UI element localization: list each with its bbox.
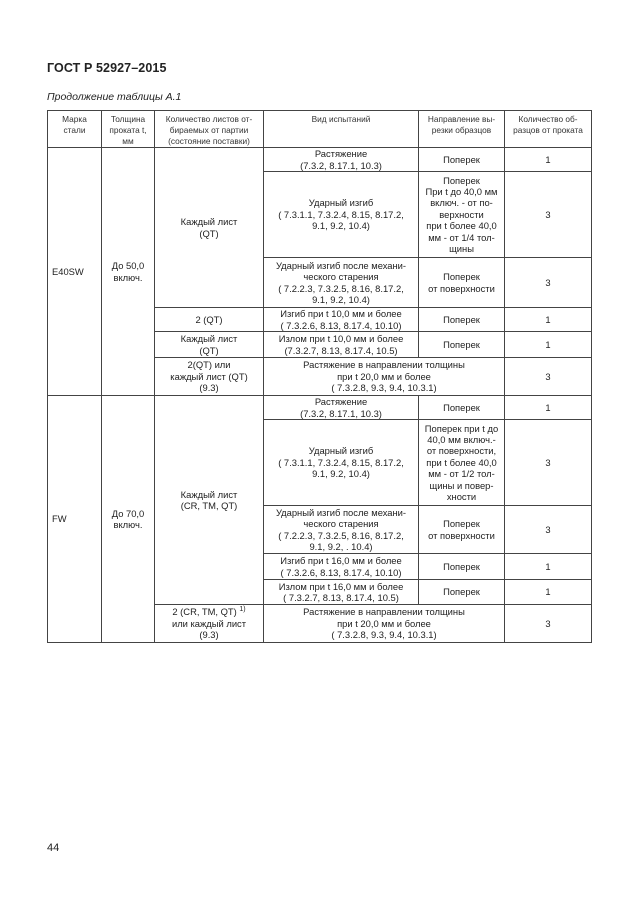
test-cell: Ударный изгиб после механи- ческого старения ( 7.2.2.3, 7.3.2.5, 8.16, 8.17.2, 9.1, 9.2, 10.4) bbox=[264, 258, 419, 308]
count-cell: 3 bbox=[505, 420, 592, 506]
sheets-cell: 2(QT) или каждый лист (QT) (9.3) bbox=[155, 358, 264, 396]
direction-cell: Поперек При t до 40,0 мм включ. - от по- верхности при t более 40,0 мм - от 1/4 тол- щины bbox=[419, 172, 505, 258]
count-cell: 1 bbox=[505, 580, 592, 605]
sheets-cell bbox=[155, 605, 264, 643]
test-cell: Изгиб при t 10,0 мм и более ( 7.3.2.6, 8.13, 8.17.4, 10.10) bbox=[264, 308, 419, 332]
direction-cell: Поперек bbox=[419, 332, 505, 358]
test-cell: Растяжение в направлении толщины при t 20,0 мм и более ( 7.3.2.8, 9.3, 9.4, 10.3.1) bbox=[264, 605, 505, 643]
sheets-cell: Каждый лист (QT) bbox=[155, 148, 264, 308]
direction-cell: Поперек bbox=[419, 580, 505, 605]
grade-cell: FW bbox=[48, 396, 102, 643]
test-cell: Ударный изгиб ( 7.3.1.1, 7.3.2.4, 8.15, 8.17.2, 9.1, 9.2, 10.4) bbox=[264, 420, 419, 506]
test-cell: Ударный изгиб после механи- ческого старения ( 7.2.2.3, 7.3.2.5, 8.16, 8.17.2, 9.1, 9.2, . 10.4) bbox=[264, 506, 419, 554]
footnote-marker: 1) bbox=[239, 606, 246, 614]
test-cell: Излом при t 10,0 мм и более (7.3.2.7, 8.13, 8.17.4, 10.5) bbox=[264, 332, 419, 358]
count-cell: 3 bbox=[505, 506, 592, 554]
direction-cell: Поперек от поверхности bbox=[419, 506, 505, 554]
table-row bbox=[48, 396, 592, 420]
sheets-cell: Каждый лист (QT) bbox=[155, 332, 264, 358]
direction-cell: Поперек bbox=[419, 308, 505, 332]
grade-cell: E40SW bbox=[48, 148, 102, 396]
count-cell: 1 bbox=[505, 148, 592, 172]
test-cell: Излом при t 16,0 мм и более ( 7.3.2.7, 8.13, 8.17.4, 10.5) bbox=[264, 580, 419, 605]
sheets-text: 2 (CR, TM, QT) bbox=[172, 606, 237, 618]
count-cell: 3 bbox=[505, 258, 592, 308]
sheets-cell: Каждый лист (CR, TM, QT) bbox=[155, 396, 264, 605]
count-cell: 1 bbox=[505, 396, 592, 420]
thickness-cell: До 70,0 включ. bbox=[102, 396, 155, 643]
test-cell: Изгиб при t 16,0 мм и более ( 7.3.2.6, 8.13, 8.17.4, 10.10) bbox=[264, 554, 419, 580]
table-caption: Продолжение таблицы А.1 bbox=[47, 91, 182, 103]
direction-cell: Поперек при t до 40,0 мм включ.- от поверхности, при t более 40,0 мм - от 1/2 тол- щины и повер- хности bbox=[419, 420, 505, 506]
test-cell: Растяжение в направлении толщины при t 20,0 мм и более ( 7.3.2.8, 9.3, 9.4, 10.3.1) bbox=[264, 358, 505, 396]
col-header-thickness: Толщина проката t, мм bbox=[102, 111, 155, 148]
count-cell: 3 bbox=[505, 358, 592, 396]
count-cell: 3 bbox=[505, 172, 592, 258]
direction-cell: Поперек bbox=[419, 396, 505, 420]
count-cell: 1 bbox=[505, 332, 592, 358]
test-requirements-table bbox=[47, 110, 592, 643]
page-number: 44 bbox=[47, 842, 60, 854]
direction-cell: Поперек от поверхности bbox=[419, 258, 505, 308]
sheets-text-rest: или каждый лист (9.3) bbox=[171, 617, 247, 641]
test-cell: Растяжение (7.3.2, 8.17.1, 10.3) bbox=[264, 148, 419, 172]
col-header-grade: Марка стали bbox=[48, 111, 102, 148]
col-header-count: Количество об- разцов от проката bbox=[505, 111, 592, 148]
direction-cell: Поперек bbox=[419, 148, 505, 172]
thickness-cell: До 50,0 включ. bbox=[102, 148, 155, 396]
direction-cell: Поперек bbox=[419, 554, 505, 580]
col-header-test-type: Вид испытаний bbox=[264, 111, 419, 148]
col-header-sheets: Количество листов от- бираемых от партии (состояние поставки) bbox=[155, 111, 264, 148]
test-cell: Ударный изгиб ( 7.3.1.1, 7.3.2.4, 8.15, 8.17.2, 9.1, 9.2, 10.4) bbox=[264, 172, 419, 258]
count-cell: 1 bbox=[505, 554, 592, 580]
count-cell: 3 bbox=[505, 605, 592, 643]
table-row bbox=[48, 148, 592, 172]
table-header-row bbox=[48, 111, 592, 148]
col-header-direction: Направление вы- резки образцов bbox=[419, 111, 505, 148]
document-header: ГОСТ Р 52927–2015 bbox=[47, 61, 167, 75]
test-cell: Растяжение (7.3.2, 8.17.1, 10.3) bbox=[264, 396, 419, 420]
sheets-cell: 2 (QT) bbox=[155, 308, 264, 332]
count-cell: 1 bbox=[505, 308, 592, 332]
